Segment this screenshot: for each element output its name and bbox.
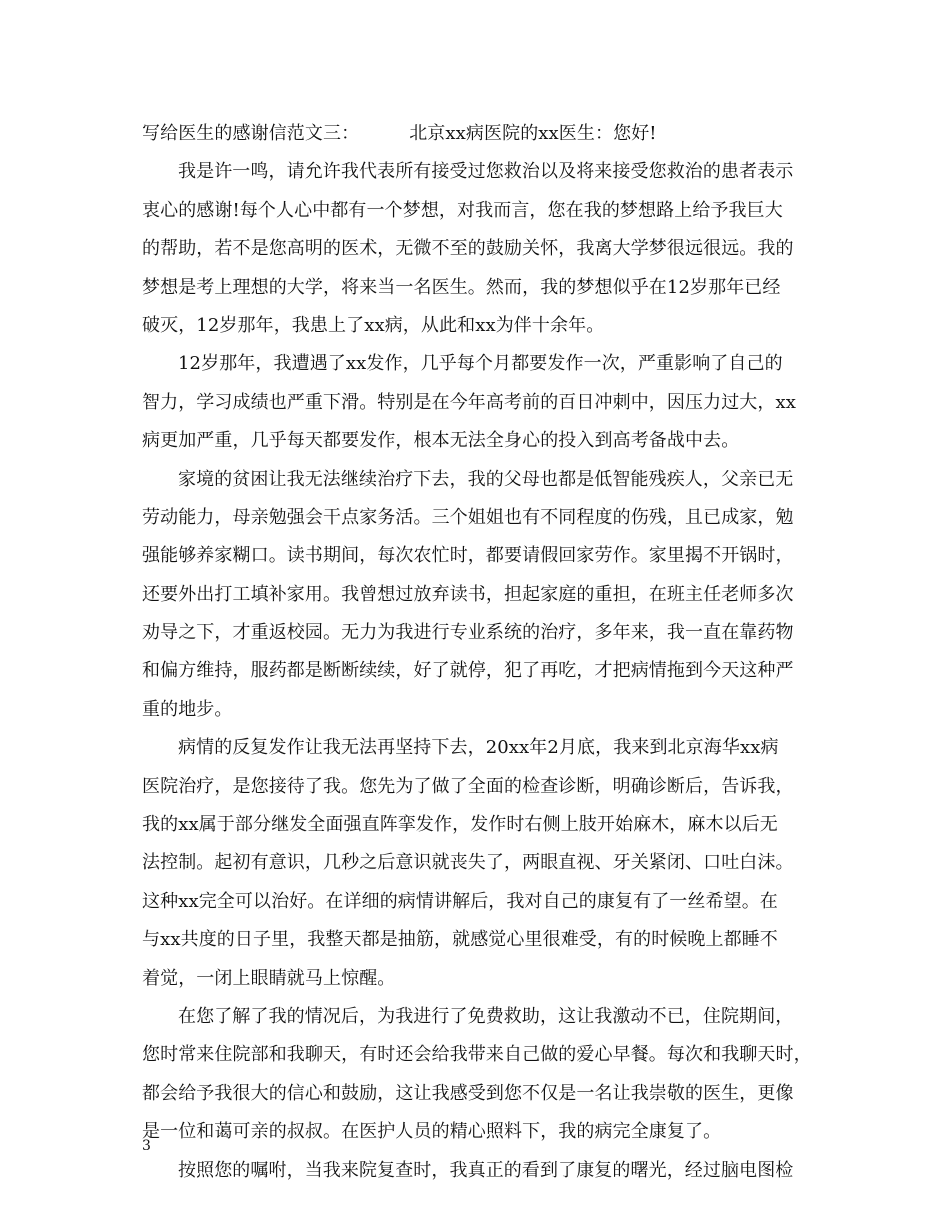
letter-body [142, 115, 824, 1190]
text-line: 强能够养家糊口。读书期间，每次农忙时，都要请假回家劳作。家里揭不开锅时， [142, 545, 794, 567]
text-line: 梦想是考上理想的大学，将来当一名医生。然而，我的梦想似乎在12岁那年已经 [142, 276, 781, 298]
text-line: 这种xx完全可以治好。在详细的病情讲解后，我对自己的康复有了一丝希望。在 [142, 890, 778, 912]
text-line: 您时常来住院部和我聊天，有时还会给我带来自己做的爱心早餐。每次和我聊天时， [142, 1044, 812, 1066]
text-line: 劝导之下，才重返校园。无力为我进行专业系统的治疗，多年来，我一直在靠药物 [142, 622, 794, 644]
text-line: 是一位和蔼可亲的叔叔。在医护人员的精心照料下，我的病完全康复了。 [142, 1121, 722, 1143]
text-line: 在您了解了我的情况后，为我进行了免费救助，这让我激动不已，住院期间， [178, 1005, 794, 1027]
text-line: 还要外出打工填补家用。我曾想过放弃读书，担起家庭的重担，在班主任老师多次 [142, 583, 794, 605]
letter-heading [142, 115, 824, 153]
text-line: 着觉，一闭上眼睛就马上惊醒。 [142, 967, 396, 989]
text-line: 和偏方维持，服药都是断断续续，好了就停，犯了再吃，才把病情拖到今天这种严 [142, 660, 794, 682]
heading-salutation: 北京xx病医院的xx医生：您好! [409, 123, 657, 144]
text-line: 家境的贫困让我无法继续治疗下去，我的父母也都是低智能残疾人，父亲已无 [178, 468, 794, 490]
page-number: 3 [142, 1138, 151, 1154]
text-line: 病情的反复发作让我无法再坚持下去，20xx年2月底，我来到北京海华xx病 [178, 737, 779, 759]
text-line: 劳动能力，母亲勉强会干点家务活。三个姐姐也有不同程度的伤残，且已成家，勉 [142, 506, 794, 528]
text-line: 病更加严重，几乎每天都要发作，根本无法全身心的投入到高考备战中去。 [142, 430, 740, 452]
text-line: 我的xx属于部分继发全面强直阵挛发作，发作时右侧上肢开始麻木，麻木以后无 [142, 814, 778, 836]
text-line: 12岁那年，我遭遇了xx发作，几乎每个月都要发作一次，严重影响了自己的 [178, 353, 783, 375]
text-line: 重的地步。 [142, 698, 233, 720]
text-line: 按照您的嘱咐，当我来院复查时，我真正的看到了康复的曙光，经过脑电图检 [178, 1159, 794, 1181]
text-line: 我是许一鸣，请允许我代表所有接受过您救治以及将来接受您救治的患者表示 [178, 161, 794, 183]
text-line: 法控制。起初有意识，几秒之后意识就丧失了，两眼直视、牙关紧闭、口吐白沫。 [142, 852, 794, 874]
heading-title: 写给医生的感谢信范文三： [142, 123, 360, 144]
text-line: 与xx共度的日子里，我整天都是抽筋，就感觉心里很难受，有的时候晚上都睡不 [142, 929, 778, 951]
text-line: 破灭，12岁那年，我患上了xx病，从此和xx为伴十余年。 [142, 314, 605, 336]
text-line: 智力，学习成绩也严重下滑。特别是在今年高考前的百日冲刺中，因压力过大，xx [142, 391, 796, 413]
text-line: 都会给予我很大的信心和鼓励，这让我感受到您不仅是一名让我崇敬的医生，更像 [142, 1082, 794, 1104]
text-line: 医院治疗，是您接待了我。您先为了做了全面的检查诊断，明确诊断后，告诉我， [142, 775, 794, 797]
text-line: 衷心的感谢!每个人心中都有一个梦想，对我而言，您在我的梦想路上给予我巨大 [142, 199, 783, 221]
text-line: 的帮助，若不是您高明的医术，无微不至的鼓励关怀，我离大学梦很远很远。我的 [142, 238, 794, 260]
